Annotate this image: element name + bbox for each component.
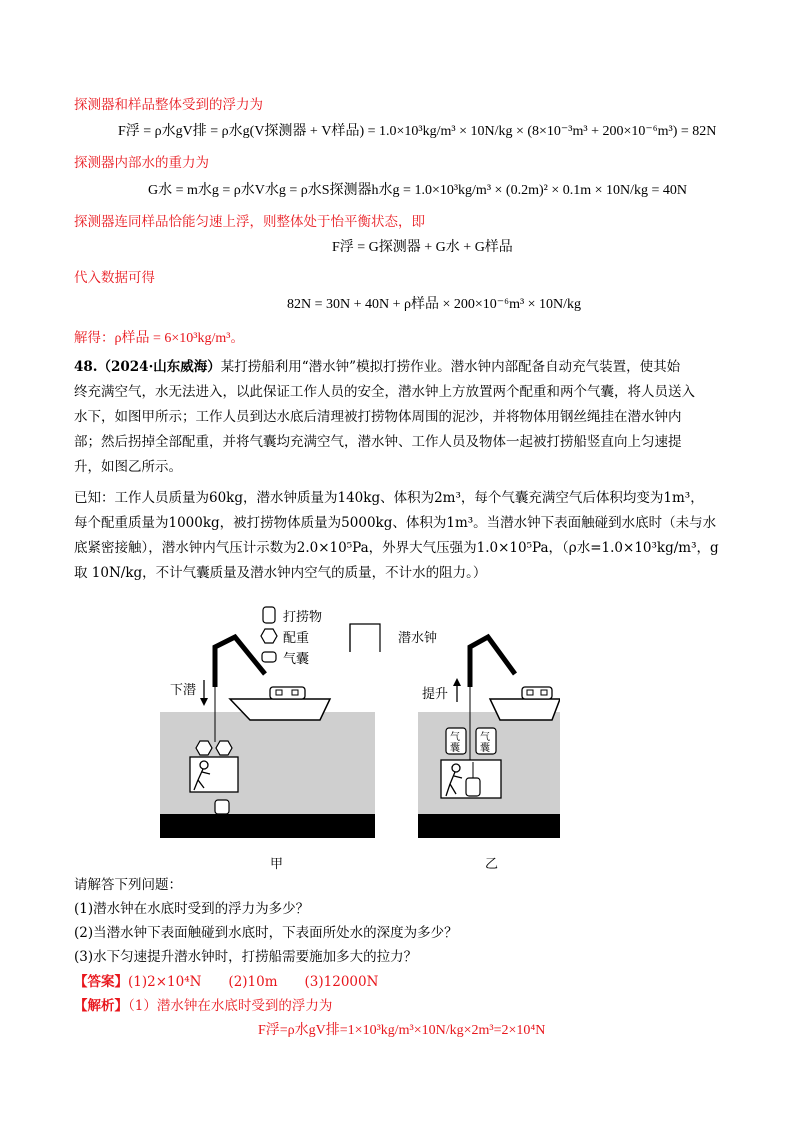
analysis-line <box>74 996 332 1016</box>
legend-airbag-icon <box>262 652 276 662</box>
sub-question-1: (1)潜水钟在水底时受到的浮力为多少？ <box>74 901 310 917</box>
airbag-1-char-2: 囊 <box>450 743 460 754</box>
bell-left <box>190 757 238 792</box>
legend-weight-icon <box>261 629 277 643</box>
question-line-5: 升，如图乙所示。 <box>74 459 182 475</box>
salvage-object <box>215 800 229 814</box>
caption-left: 甲 <box>270 857 284 872</box>
arrow-down-icon <box>200 698 208 706</box>
weight-2 <box>216 741 232 755</box>
weight-1 <box>196 741 212 755</box>
known-line-2: 每个配重质量为1000kg，被打捞物体质量为5000kg、体积为1m³。当潜水钟下表面触碰到水底时（未与水 <box>74 515 717 531</box>
solution-line-5 <box>74 328 244 349</box>
equation-water-weight: G水 = m水g = ρ水V水g = ρ水S探测器h水g = 1.0×10³kg/m³ × (0.2m)² × 0.1m × 10N/kg = 40N <box>148 183 688 198</box>
sub-question-3: (3)水下匀速提升潜水钟时，打捞船需要施加多大的拉力？ <box>74 949 418 965</box>
solution-line-3: 探测器连同样品恰能匀速上浮，则整体处于怡平衡状态，即 <box>74 214 425 230</box>
legend-weight-label: 配重 <box>283 631 310 646</box>
legend-bell-icon <box>350 624 380 652</box>
arrow-up-icon <box>453 678 461 686</box>
label-up: 提升 <box>422 687 449 702</box>
legend-object-icon <box>263 607 275 623</box>
legend-object-label: 打捞物 <box>283 610 323 625</box>
question-body-1: 某打捞船利用“潜水钟”模拟打捞作业。潜水钟内部配备自动充气装置，使其始 <box>220 359 681 375</box>
equation-substitution: 82N = 30N + 40N + ρ样品 × 200×10⁻⁶m³ × 10N/kg <box>287 297 582 312</box>
question-line-2: 终充满空气，水无法进入，以此保证工作人员的安全，潜水钟上方放置两个配重和两个气囊，将人员送入 <box>74 384 695 400</box>
answer-text: (1)2×10⁴N (2)10m (3)12000N <box>128 974 379 990</box>
question-source: （2024·山东威海） <box>97 359 221 375</box>
airbag-2-char-1: 气 <box>480 732 490 743</box>
hung-object <box>466 778 480 796</box>
scene-left <box>160 637 375 838</box>
seabed-left <box>160 814 375 838</box>
legend-airbag-label: 气囊 <box>283 652 310 667</box>
diving-bell-figure <box>160 602 560 877</box>
caption-right: 乙 <box>485 857 499 872</box>
solution-line-1: 探测器和样品整体受到的浮力为 <box>74 97 263 113</box>
crane-right <box>470 637 515 687</box>
equation-balance: F浮 = G探测器 + G水 + G样品 <box>332 240 513 255</box>
legend-bell-label: 潜水钟 <box>398 631 438 646</box>
seabed-right <box>418 814 560 838</box>
answer-tag: 【答案】 <box>74 974 128 990</box>
known-line-1: 已知：工作人员质量为60kg，潜水钟质量为140kg、体积为2m³，每个气囊充满空气后体积均变为1m³， <box>74 490 704 506</box>
question-line-3: 水下，如图甲所示；工作人员到达水底后清理被打捞物体周围的泥沙，并将物体用钢丝绳挂在潜水钟内 <box>74 409 682 425</box>
analysis-text: （1）潜水钟在水底时受到的浮力为 <box>128 998 333 1014</box>
sub-questions-intro: 请解答下列问题： <box>74 877 182 893</box>
question-line-4: 部；然后拐掉全部配重，并将气囊均充满空气，潜水钟、工作人员及物体一起被打捞船竖直向上匀速提 <box>74 434 682 450</box>
analysis-equation: F浮=ρ水gV排=1×10³kg/m³×10N/kg×2m³=2×10⁴N <box>258 1023 546 1038</box>
scene-right <box>418 637 560 838</box>
solution-line-4: 代入数据可得 <box>74 270 155 286</box>
equation-buoyancy: F浮 = ρ水gV排 = ρ水g(V探测器 + V样品) = 1.0×10³kg/m³ × 10N/kg × (8×10⁻³m³ + 200×10⁻⁶m³) = 82N <box>118 124 717 139</box>
answer-line <box>74 972 378 992</box>
question-number: 48. <box>74 359 98 375</box>
solution-prefix: 解得： <box>74 330 115 346</box>
equation-result: ρ样品 = 6×10³kg/m³ <box>114 331 231 346</box>
question-line-1 <box>74 357 680 377</box>
airbag-2-char-2: 囊 <box>480 743 490 754</box>
airbag-1-char-1: 气 <box>450 732 460 743</box>
analysis-tag: 【解析】 <box>74 998 128 1014</box>
solution-line-2: 探测器内部水的重力为 <box>74 155 209 171</box>
ship-right <box>490 699 560 720</box>
known-line-3: 底紧密接触），潜水钟内气压计示数为2.0×10⁵Pa，外界大气压强为1.0×10⁵Pa，（ρ水=1.0×10³kg/m³，g <box>74 540 719 556</box>
figure-legend <box>261 607 437 667</box>
sub-question-2: (2)当潜水钟下表面触碰到水底时，下表面所处水的深度为多少？ <box>74 925 458 941</box>
label-down: 下潜 <box>170 683 197 698</box>
known-line-4: 取 10N/kg，不计气囊质量及潜水钟内空气的质量，不计水的阻力。） <box>74 565 487 581</box>
solution-suffix: 。 <box>230 330 244 346</box>
crane-left <box>215 637 265 687</box>
